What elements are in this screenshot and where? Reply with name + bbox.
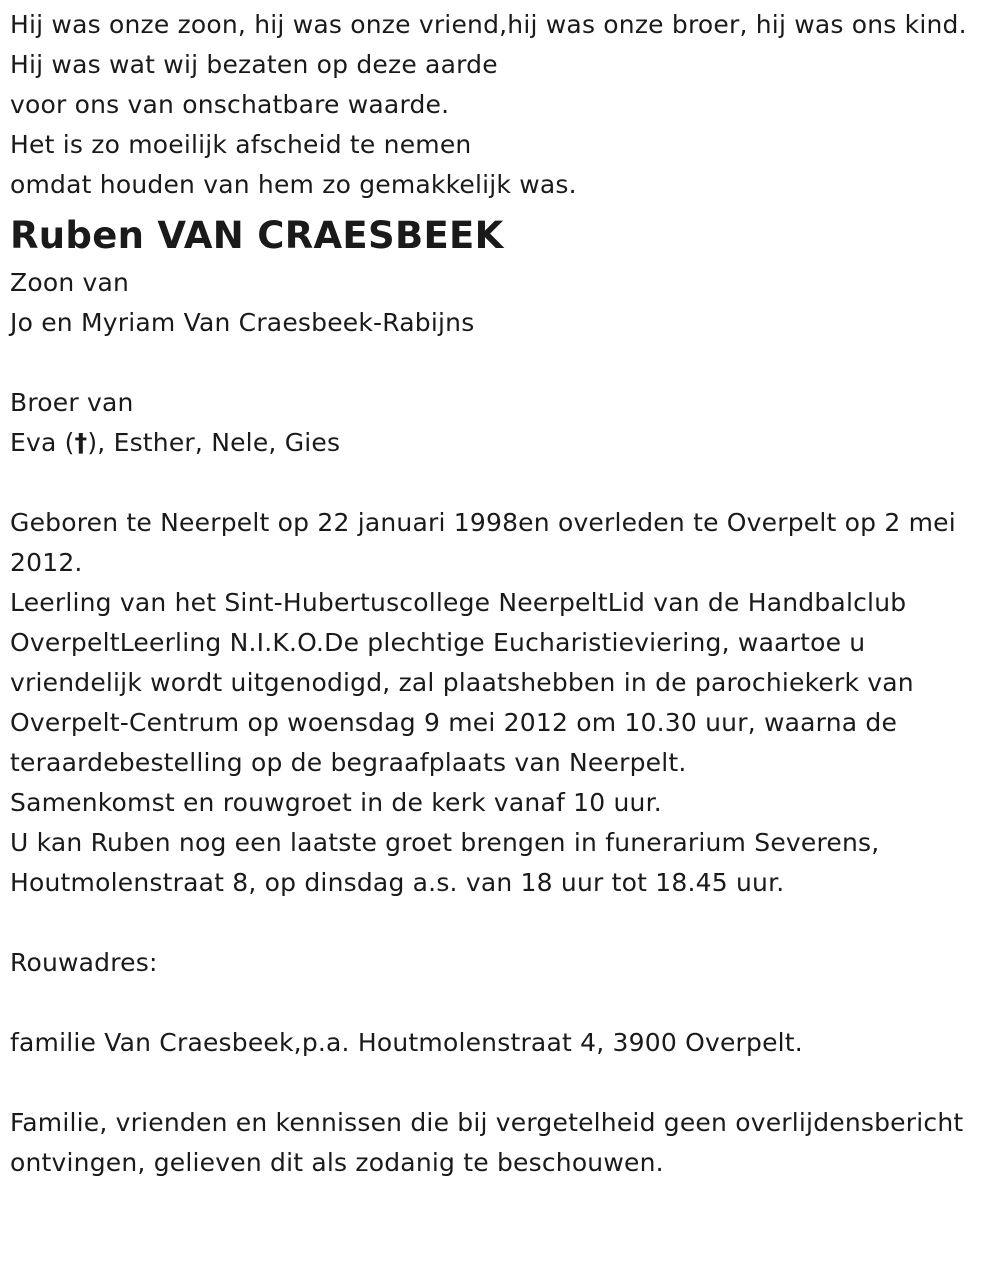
gathering-info: Samenkomst en rouwgroet in de kerk vanaf 10 uur. [10, 788, 662, 817]
ceremony-info: Leerling van het Sint-Hubertuscollege NeerpeltLid van de Handbalclub OverpeltLeerling N.I.K.O.De plechtige Eucharistieviering, waartoe u vriendelijk wordt uitgenodigd, zal plaatshebben in de parochiekerk van Overpelt-Centrum op woensdag 9 mei 2012 om 10.30 uur, waarna de teraardebestelling op de begraafplaats van Neerpelt. [10, 588, 914, 777]
spacer [10, 343, 985, 383]
spacer [10, 903, 985, 943]
spacer [10, 1063, 985, 1103]
poem-line: Hij was wat wij bezaten op deze aarde [10, 50, 498, 79]
details-section [10, 503, 985, 903]
funerarium-info: U kan Ruben nog een laatste groet brengen in funerarium Severens, Houtmolenstraat 8, op dinsdag a.s. van 18 uur tot 18.45 uur. [10, 828, 880, 897]
deceased-name: Ruben VAN CRAESBEEK [10, 214, 504, 257]
brother-of-label: Broer van [10, 388, 134, 417]
poem-line: voor ons van onschatbare waarde. [10, 90, 450, 119]
brother-of-section [10, 383, 985, 463]
son-of-label: Zoon van [10, 268, 130, 297]
poem-line: omdat houden van hem zo gemakkelijk was. [10, 170, 577, 199]
address: familie Van Craesbeek,p.a. Houtmolenstraat 4, 3900 Overpelt. [10, 1028, 803, 1057]
siblings-names [10, 423, 985, 463]
closing-note: Familie, vrienden en kennissen die bij vergetelheid geen overlijdensbericht ontvingen, gelieven dit als zodanig te beschouwen. [10, 1108, 964, 1177]
obituary-page [10, 5, 985, 1183]
siblings-after: ), Esther, Nele, Gies [87, 428, 341, 457]
address-label: Rouwadres: [10, 948, 158, 977]
parents-names: Jo en Myriam Van Craesbeek-Rabijns [10, 308, 475, 337]
poem [10, 5, 985, 205]
son-of-section [10, 263, 985, 343]
poem-line: Hij was onze zoon, hij was onze vriend,hij was onze broer, hij was ons kind. [10, 10, 967, 39]
spacer [10, 983, 985, 1023]
siblings-before: Eva ( [10, 428, 75, 457]
poem-line: Het is zo moeilijk afscheid te nemen [10, 130, 472, 159]
birth-death-info: Geboren te Neerpelt op 22 januari 1998en overleden te Overpelt op 2 mei 2012. [10, 508, 956, 577]
cross-icon: † [74, 428, 88, 457]
spacer [10, 463, 985, 503]
